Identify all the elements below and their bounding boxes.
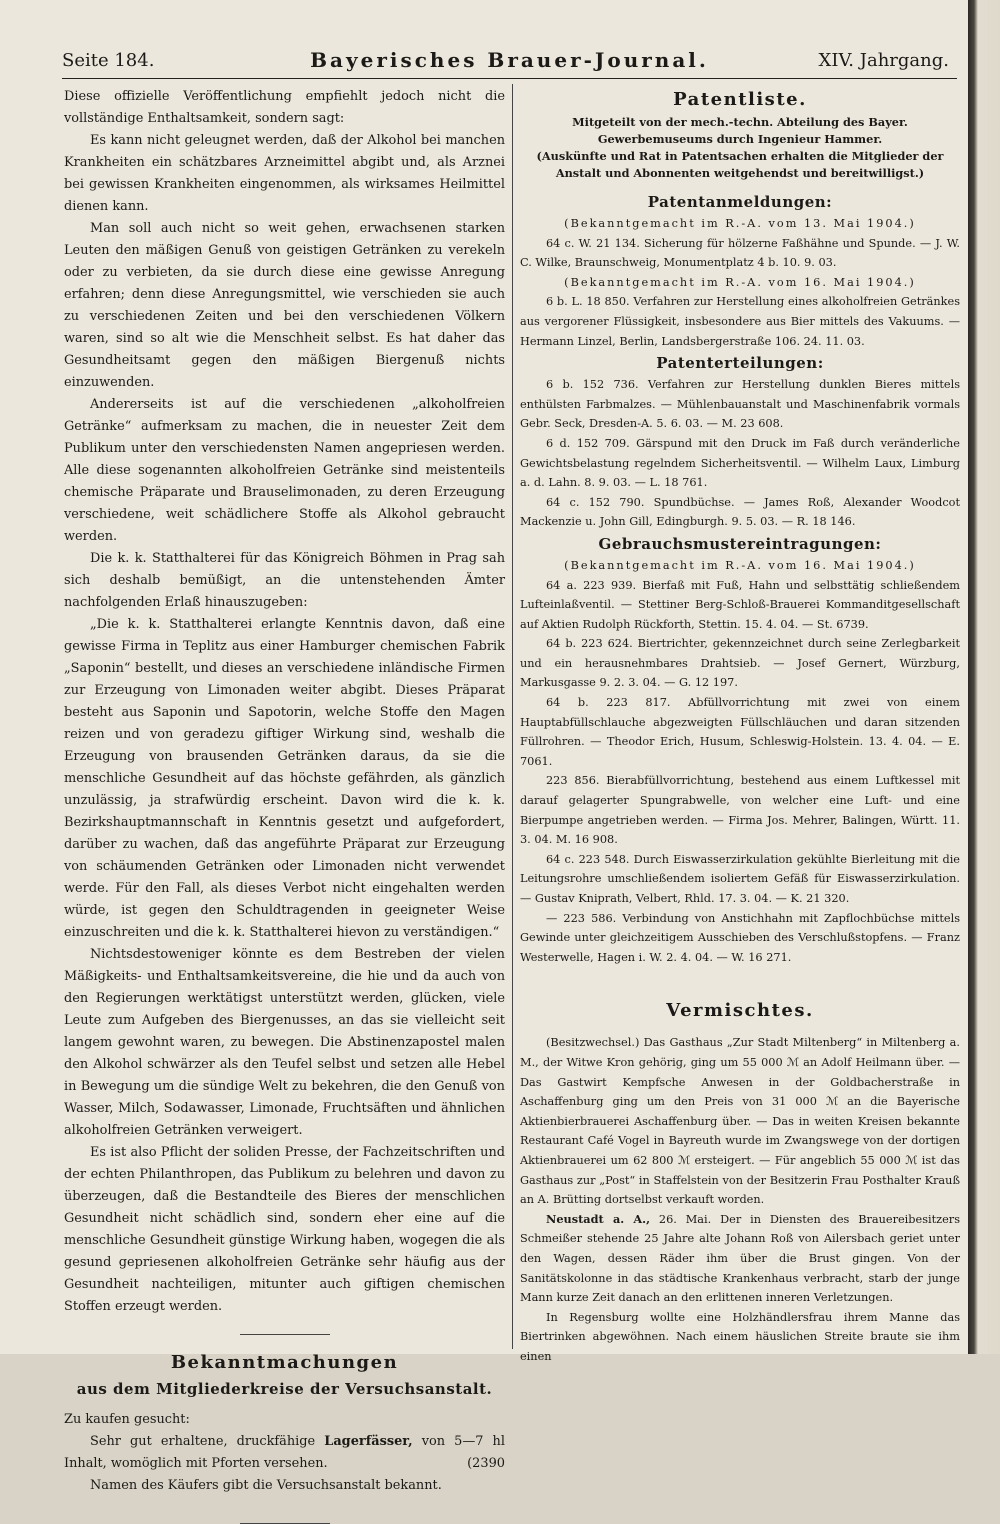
- applications-heading: Patentanmeldungen:: [647, 193, 833, 211]
- news-text: 26. Mai. Der in Diensten des Brauereibesitzers Schmeißer stehende 25 Jahre alte Johann Roß von Ailersbach geriet unter den Wagen, dessen Räder ihm über die Brust gingen. Von der Sanitätskolonne in das städtische Krankenhaus verbracht, starb der junge Mann kurze Zeit danach an den erlittenen inneren Verletzungen.: [520, 1212, 960, 1305]
- announcements-title: Bekanntmachungen: [170, 1352, 399, 1373]
- page-header: [62, 44, 957, 79]
- wanted-heading: Zu kaufen gesucht:: [64, 1412, 190, 1427]
- utility-model-entry: 64 b. 223 624. Biertrichter, gekennzeichnet durch seine Zerlegbarkeit und ein herausnehmbares Drahtsieb. — Josef Gernert, Würzburg, Markusgasse 9. 2. 3. 04. — G. 12 197.: [520, 637, 960, 690]
- publication-note: (Bekanntgemacht im R.-A. vom 16. Mai 1904.): [564, 558, 916, 572]
- classified-ad: [64, 1431, 505, 1475]
- patent-entry: 6 b. L. 18 850. Verfahren zur Herstellung eines alkoholfreien Getränkes aus vergorener Flüssigkeit, insbesondere aus Bier mittels des Vakuums. — Hermann Linzel, Berlin, Landsbergerstraße 106. 24. 11. 03.: [520, 295, 960, 348]
- paragraph: Es kann nicht geleugnet werden, daß der Alkohol bei manchen Krankheiten ein schätzbares Arzneimittel abgibt und, als Arznei bei gewissen Krankheiten eingenommen, als wirksames Heilmittel dienen kann.: [64, 133, 505, 214]
- ad-note: Namen des Käufers gibt die Versuchsanstalt bekannt.: [90, 1478, 442, 1493]
- paragraph: Andererseits ist auf die verschiedenen „alkoholfreien Getränke“ aufmerksam zu machen, die in neuester Zeit dem Publikum unter den verschiedensten Namen angepriesen werden. Alle diese sogenannten alkoholfreien Getränke sind meistenteils chemische Präparate und Brauselimonaden, zu deren Erzeugung verschiedene, weit schädlichere Stoffe als Alkohol gebraucht werden.: [64, 397, 505, 544]
- utility-model-entry: 223 856. Bierabfüllvorrichtung, bestehend aus einem Luftkessel mit darauf gelagerter Spungrabwelle, von welcher eine Luft- und eine Bierpumpe angetrieben werden. — Firma Jos. Mehrer, Balingen, Württ. 11. 3. 04. M. 16 908.: [520, 774, 960, 847]
- patent-list-note: (Auskünfte und Rat in Patentsachen erhalten die Mitglieder der Anstalt und Abonnenten weitgehendst und bereitwilligst.): [536, 149, 944, 180]
- patent-list-title: Patentliste.: [673, 89, 807, 110]
- section-divider: [240, 1334, 330, 1335]
- journal-title: Bayerisches Brauer-Journal.: [310, 48, 709, 72]
- utility-model-entry: 64 b. 223 817. Abfüllvorrichtung mit zwei von einem Hauptabfüllschlauche abgezweigten Füllschläuchen und daran sitzenden Füllrohren. — Theodor Erich, Husum, Schleswig-Holstein. 13. 4. 04. — E. 7061.: [520, 696, 960, 768]
- paragraph: Es ist also Pflicht der soliden Presse, der Fachzeitschriften und der echten Philanthropen, das Publikum zu belehren und davon zu überzeugen, daß die Bestandteile des Bieres der menschlichen Gesundheit nicht schädlich sind, sondern eher eine auf die menschliche Gesundheit günstige Wirkung haben, wogegen die als gesund gepriesenen alkoholfreien Getränke sehr häufig aus der Gesundheit nachteiligen, mitunter auch giftigen chemischen Stoffen erzeugt werden.: [64, 1145, 505, 1314]
- miscellaneous-title: Vermischtes.: [666, 1000, 814, 1022]
- paragraph: Nichtsdestoweniger könnte es dem Bestreben der vielen Mäßigkeits- und Enthaltsamkeitsvereine, die hie und da auch von den Regierungen werktätigst unterstützt werden, glücken, viele Leute zum Aufgeben des Biergenusses, an das sie vielleicht seit langem gewohnt waren, zu bewegen. Die Abstinenzapostel malen den Alkohol schwärzer als den Teufel selbst und setzen alle Hebel in Bewegung um die sündige Welt zu bekehren, die den Genuß von Wasser, Milch, Sodawasser, Limonade, Fruchtsäften und ähnlichen alkoholfreien Getränken verweigert.: [64, 947, 505, 1138]
- paragraph: Die k. k. Statthalterei für das Königreich Böhmen in Prag sah sich deshalb bemüßigt, an die untenstehenden Ämter nachfolgenden Erlaß hinauszugeben:: [64, 551, 505, 610]
- news-paragraph: In Regensburg wollte eine Holzhändlersfrau ihrem Manne das Biertrinken abgewöhnen. Nach einem häuslichen Streite braute sie ihm einen: [520, 1310, 960, 1363]
- utility-model-entry: 64 a. 223 939. Bierfaß mit Fuß, Hahn und selbsttätig schließendem Lufteinlaßventil. — Stettiner Berg-Schloß-Brauerei Kommanditgesellschaft auf Aktien Rudolph Rückforth, Stettin. 15. 4. 04. — St. 6739.: [520, 578, 960, 631]
- announcements-subtitle: aus dem Mitgliederkreise der Versuchsanstalt.: [76, 1380, 493, 1398]
- adjacent-page-edge: [968, 0, 1000, 1354]
- utility-model-entry: 64 c. 223 548. Durch Eiswasserzirkulation gekühlte Bierleitung mit die Leitungsrohre umschließendem isoliertem Gefäß für Eiswasserzirkulation. — Gustav Kniprath, Velbert, Rhld. 17. 3. 04. — K. 21 320.: [520, 852, 960, 905]
- ad-text: Sehr gut erhaltene, druckfähige: [90, 1434, 316, 1449]
- right-column: [520, 86, 960, 1363]
- publication-note: (Bekanntgemacht im R.-A. vom 16. Mai 1904.): [564, 275, 916, 289]
- volume-label: XIV. Jahrgang.: [818, 50, 949, 71]
- ad-number: (2390: [467, 1456, 505, 1471]
- patent-list-source: Mitgeteilt von der mech.-techn. Abteilung des Bayer. Gewerbemuseums durch Ingenieur Hammer.: [572, 115, 908, 146]
- paragraph: Diese offizielle Veröffentlichung empfiehlt jedoch nicht die vollständige Enthaltsamkeit, sondern sagt:: [64, 89, 505, 126]
- column-divider: [512, 84, 513, 1349]
- patent-entry: 64 c. 152 790. Spundbüchse. — James Roß, Alexander Woodcot Mackenzie u. John Gill, Edingburgh. 9. 5. 03. — R. 18 146.: [520, 495, 960, 529]
- paragraph: Man soll auch nicht so weit gehen, erwachsenen starken Leuten den mäßigen Genuß von geistigen Getränken zu verekeln oder zu verbieten, da sie durch diese eine gewisse Anregung erfahren; denn diese Anregungsmittel, wie verschieden sie auch zu verschiedenen Zeiten und bei den verschiedenen Völkern waren, sind so alt wie die Menschheit selbst. Es hat daher das Gesundheitsamt gegen den mäßigen Biergenuß nichts einzuwenden.: [64, 221, 505, 390]
- patent-entry: 6 d. 152 709. Gärspund mit den Druck im Faß durch veränderliche Gewichtsbelastung regelndem Sicherheitsventil. — Wilhelm Laux, Limburg a. d. Lahn. 8. 9. 03. — L. 18 761.: [520, 436, 960, 490]
- utility-model-entry: — 223 586. Verbindung von Anstichhahn mit Zapflochbüchse mittels Gewinde unter gleichzeitigem Ausschieben des Verschlußstopfens. — Franz Westerwelle, Hagen i. W. 2. 4. 04. — W. 16 271.: [520, 911, 960, 964]
- news-paragraph: (Besitzwechsel.) Das Gasthaus „Zur Stadt Miltenberg“ in Miltenberg a. M., der Witwe Kron gehörig, ging um 55 000 ℳ an Adolf Heilmann über. — Das Gastwirt Kempfsche Anwesen in der Goldbacherstraße in Aschaffenburg ging um den Preis von 31 000 ℳ an die Bayerische Aktienbierbrauerei Aschaffenburg über. — Das in weiten Kreisen bekannte Restaurant Café Vogel in Bayreuth wurde im Zwangswege von der dortigen Aktienbrauerei um 62 800 ℳ ersteigert. — Für angeblich 55 000 ℳ ist das Gasthaus zur „Post“ in Staffelstein von der Besitzerin Frau Posthalter Krauß an A. Brütting dortselbst verkauft worden.: [520, 1036, 960, 1207]
- quoted-decree: „Die k. k. Statthalterei erlangte Kenntnis davon, daß eine gewisse Firma in Teplitz aus einer Hamburger chemischen Fabrik „Saponin“ bestellt, und dieses an verschiedene inländische Firmen zur Erzeugung von Limonaden weiter abgibt. Dieses Präparat besteht aus Saponin und Sapotorin, welche Stoffe den Magen reizen und von geradezu giftiger Wirkung sind, weshalb die Erzeugung von brausenden Getränken daraus, da sie die menschliche Gesundheit auf das höchste gefährden, als gänzlich unzulässig, ja strafwürdig erscheint. Davon wird die k. k. Bezirkshauptmannschaft in Kenntnis gesetzt und aufgefordert, darüber zu wachen, daß das angeführte Präparat zur Erzeugung von schäumenden Getränken oder Limonaden nicht verwendet werde. Für den Fall, als dieses Verbot nicht eingehalten werden würde, ist gegen den Schuldtragenden in geeigneter Weise einzuschreiten und die k. k. Statthalterei hievon zu verständigen.“: [64, 617, 505, 940]
- patent-entry: 64 c. W. 21 134. Sicherung für hölzerne Faßhähne und Spunde. — J. W. C. Wilke, Braunschweig, Monumentplatz 4 b. 10. 9. 03.: [520, 236, 960, 270]
- publication-note: (Bekanntgemacht im R.-A. vom 13. Mai 1904.): [564, 217, 916, 230]
- ad-text: von 5—7 hl Inhalt, womöglich mit Pforten versehen.: [64, 1434, 505, 1471]
- ad-keyword: Lagerfässer,: [324, 1434, 413, 1449]
- page-number: Seite 184.: [62, 50, 155, 71]
- news-dateline: Neustadt a. A.,: [546, 1211, 651, 1226]
- left-column: [64, 86, 505, 1493]
- grants-heading: Patenterteilungen:: [656, 354, 824, 373]
- utility-models-heading: Gebrauchsmustereintragungen:: [598, 534, 882, 553]
- patent-entry: 6 b. 152 736. Verfahren zur Herstellung dunklen Bieres mittels enthülsten Farbmalzes. — Mühlenbauanstalt und Maschinenfabrik vormals Gebr. Seck, Dresden-A. 5. 6. 03. — M. 23 608.: [520, 378, 960, 431]
- news-paragraph: [520, 1210, 960, 1308]
